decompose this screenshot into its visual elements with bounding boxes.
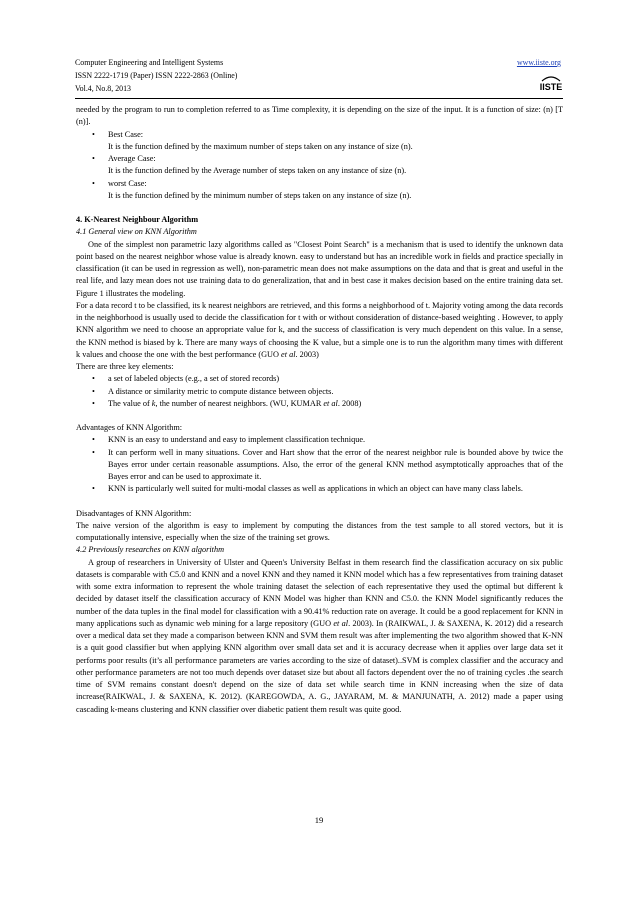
body-text <box>76 104 563 716</box>
paragraph: For a data record t to be classified, its k nearest neighbors are retrieved, and this forms a neighborhood of t. Majority voting among the data records in the neighborhood is usually used to decide the classification for t with or without consideration of distance-based weighting . However, to apply KNN algorithm we need to choose an appropriate value for k, and the success of classification is very much dependent on this value. In a sense, the KNN method is biased by k. There are many ways of choosing the K value, but a simple one is to run the algorithm many times with different k values and choose the one with the best performance (GUO et al. 2003) <box>76 300 563 359</box>
paragraph: There are three key elements: <box>76 362 174 371</box>
page-number: 19 <box>314 815 324 825</box>
journal-name: Computer Engineering and Intelligent Systems <box>75 58 224 67</box>
case-title: Average Case: <box>108 154 156 163</box>
bullet-icon: • <box>92 129 95 139</box>
subsection-heading: 4.2 Previously researches on KNN algorithm <box>76 545 225 555</box>
case-item <box>76 178 563 203</box>
advantage-item: • It can perform well in many situations. Cover and Hart show that the error of the nearest neighbor rule is bounded above by twice the Bayes error under certain reasonable assumptions. Also, the error of the general KNN method asymptotically approaches that of the Bayes error and can be used to approximate it. <box>92 447 563 481</box>
case-title: worst Case: <box>108 178 147 188</box>
case-item <box>76 129 563 154</box>
issn-line: ISSN 2222-1719 (Paper) ISSN 2222-2863 (Online) <box>75 71 238 80</box>
key-element-item: • A distance or similarity metric to compute distance between objects. <box>76 386 563 398</box>
advantage-item: • KNN is particularly well suited for multi-modal classes as well as applications in which an object can have many class labels. <box>76 483 563 495</box>
advantage-item: • KNN is an easy to understand and easy to implement classification technique. <box>76 434 563 446</box>
key-element-item: • The value of k, the number of nearest neighbors. (WU, KUMAR et al. 2008) <box>76 398 563 410</box>
case-desc: It is the function defined by the maximum number of steps taken on any instance of size (n). <box>108 141 413 151</box>
bullet-icon: • <box>92 386 95 396</box>
page-header <box>75 56 563 96</box>
volume-line: Vol.4, No.8, 2013 <box>75 84 131 93</box>
bullet-icon: • <box>92 447 95 457</box>
bullet-icon: • <box>92 435 95 445</box>
iiste-logo <box>539 72 563 94</box>
key-element-item: • a set of labeled objects (e.g., a set of stored records) <box>76 373 563 385</box>
case-desc: It is the function defined by the Average number of steps taken on any instance of size (n). <box>108 166 407 176</box>
disadvantages-heading: Disadvantages of KNN Algorithm: <box>76 508 192 518</box>
logo-text: IISTE <box>539 82 563 92</box>
bullet-icon: • <box>92 178 95 188</box>
bullet-icon: • <box>92 154 95 163</box>
header-divider <box>75 98 563 99</box>
intro-paragraph: needed by the program to run to completion referred to as Time complexity, it is depending on the size of the input. It is a function of size: (n) [T (n)]. <box>76 105 563 127</box>
journal-url-link[interactable]: www.iiste.org <box>516 58 561 67</box>
bullet-icon: • <box>92 374 95 384</box>
paragraph: The naive version of the algorithm is easy to implement by computing the distances from the test sample to all stored vectors, but it is computationally intensive, especially when the size of the training set grows. <box>76 520 563 542</box>
bullet-icon: • <box>92 398 95 408</box>
paragraph: A group of researchers in University of Ulster and Queen's University Belfast in them research find the classification accuracy on six public datasets is comparable with C5.0 and KNN and a novel KNN and they named it KNN model which has a few representatives from training dataset with some extra information to represent the whole training dataset the selection of each representative they used the optimal but different k decided by dataset itself the classification accuracy of KNN Model was higher than KNN and C5.0. the KNN Model significantly reduces the number of the data tuples in the final model for classification with a 90.41% reduction rate on average. It could be a good replacement for KNN in many applications such as dynamic web mining for a large repository (GUO et al. 2003). In (RAIKWAL, J. & SAXENA, K. 2012) did a research over a medical data set they made a comparison between KNN and SVM them result was after implementing the two algorithm showed that K-NN is a quit good classifier but when applying KNN algorithm over small data set and it is accuracy decrease when it applies over large data set it performs poor results (it’s all performance parameters are varies according to the size of dataset)..SVM is complex classifier and the accuracy and other performance parameters are not too much depends over dataset size but about all factors dependent over the no of training cycles .the search time of SVM remains constant doesn't depend on the size of data set while search time in KNN increasing when the size of data increase(RAIKWAL, J. & SAXENA, K. 2012). (KAREGOWDA, A. G., JAYARAM, M. & MANJUNATH, A. 2012) made a paper using cascading k-means clustering and KNN classifier over diabetic patient them result was quite good. <box>76 557 563 714</box>
case-item <box>76 153 563 178</box>
section-heading: 4. K-Nearest Neighbour Algorithm <box>76 215 199 224</box>
advantages-heading: Advantages of KNN Algorithm: <box>76 423 183 432</box>
subsection-heading: 4.1 General view on KNN Algorithm <box>76 227 197 237</box>
paragraph: One of the simplest non parametric lazy algorithms called as "Closest Point Search" is a mechanism that is used to identify the unknown data point based on the nearest neighbor whose value is already known. easy to understand but has an incredible work in fields and practice specially in classification (it can be used in regression as well), non-parametric mean does not make assumptions on the data and that is great and useful in the real life, and lazy mean does not use training data to do generalization, that and in best case it makes decision based on the entire training data set. Figure 1 illustrates the modeling. <box>76 239 563 298</box>
case-title: Best Case: <box>108 129 144 139</box>
case-desc: It is the function defined by the minimum number of steps taken on any instance of size (n). <box>108 190 412 200</box>
bullet-icon: • <box>92 484 95 494</box>
